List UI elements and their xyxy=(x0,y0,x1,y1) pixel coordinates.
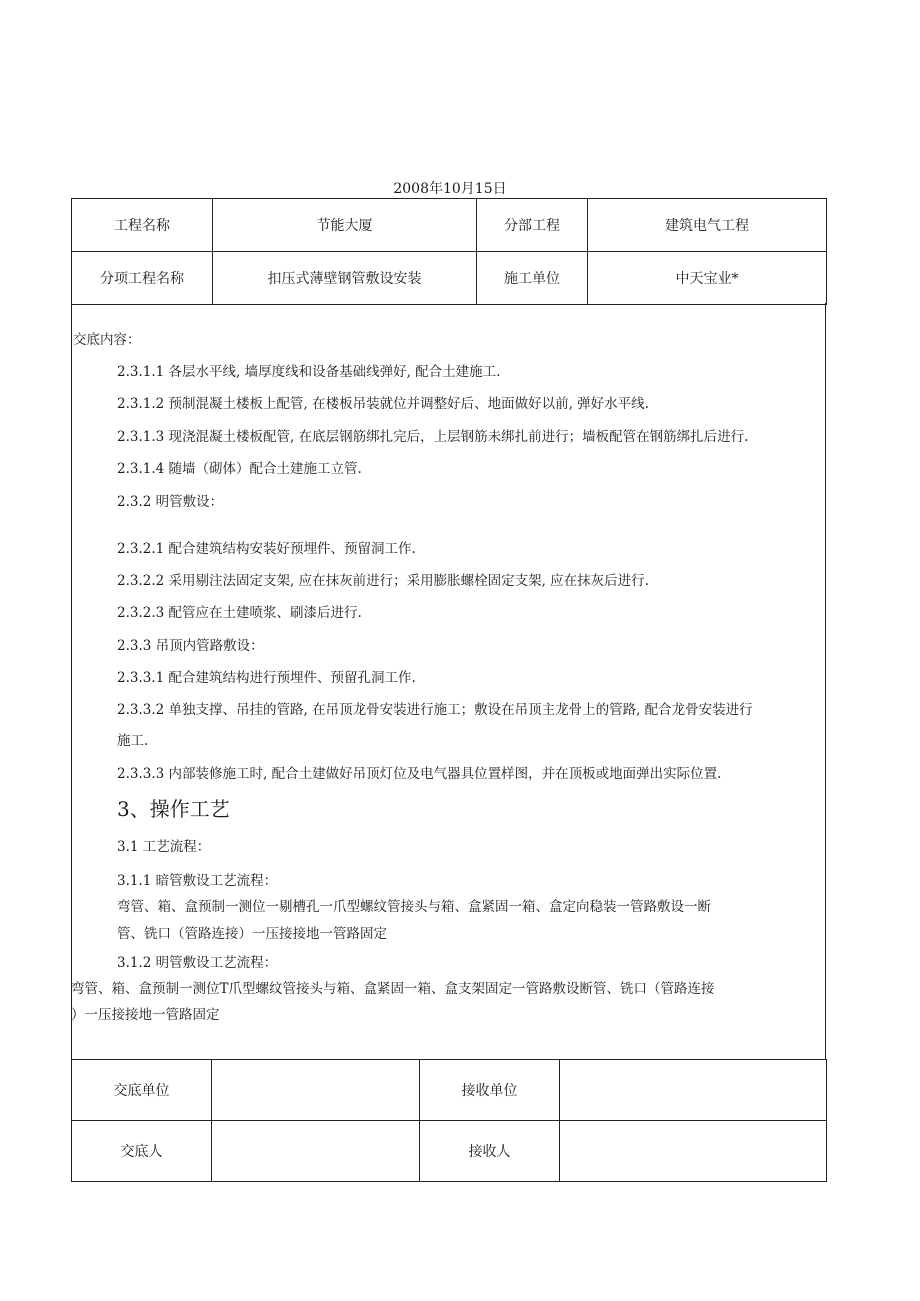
content-line: 2.3.2.2 采用剔注法固定支架, 应在抹灰前进行；采用膨胀螺栓固定支架, 应在抹灰后进行. xyxy=(117,573,649,589)
header-table xyxy=(71,198,827,305)
content-line: 2.3.3.1 配合建筑结构进行预埋件、预留孔洞工作. xyxy=(117,670,416,686)
content-line: 2.3.3.3 内部装修施工时, 配合土建做好吊顶灯位及电气器具位置样图，并在顶板或地面弹出实际位置. xyxy=(117,766,722,782)
receiver-value xyxy=(560,1121,827,1182)
content-line: 管、铣口（管路连接）一压接接地一管路固定 xyxy=(117,926,387,942)
content-line: 2.3.3.2 单独支撑、吊挂的管路, 在吊顶龙骨安装进行施工；敷设在吊顶主龙骨上的管路, 配合龙骨安装进行 xyxy=(117,702,753,718)
division-value: 建筑电气工程 xyxy=(588,199,827,252)
disclosure-content-box xyxy=(71,303,826,1060)
discloser-label: 交底人 xyxy=(72,1121,212,1182)
content-line: 2.3.2.3 配管应在土建喷浆、刷漆后进行. xyxy=(117,605,362,621)
subitem-label: 分项工程名称 xyxy=(72,252,213,305)
content-line: 2.3.1.2 预制混凝土楼板上配管, 在楼板吊装就位并调整好后、地面做好以前, 弹好水平线. xyxy=(117,396,649,412)
signature-row xyxy=(72,1121,827,1182)
content-title: 交底内容： xyxy=(73,332,141,348)
content-line: 施工. xyxy=(117,733,149,749)
content-line: ）一压接接地一管路固定 xyxy=(71,1007,220,1023)
content-line: 2.3.1.4 随墙（砌体）配合土建施工立管. xyxy=(117,461,362,477)
content-line: 2.3.2.1 配合建筑结构安装好预埋件、预留洞工作. xyxy=(117,541,416,557)
content-line: 3.1.1 暗管敷设工艺流程： xyxy=(117,873,278,889)
contractor-value: 中天宝业* xyxy=(588,252,827,305)
disclosing-unit-label: 交底单位 xyxy=(72,1060,212,1121)
signature-table xyxy=(71,1059,827,1182)
division-label: 分部工程 xyxy=(477,199,588,252)
subitem-value: 扣压式薄壁钢管敷设安装 xyxy=(213,252,477,305)
section-heading: 3、操作工艺 xyxy=(117,797,230,821)
signature-row xyxy=(72,1060,827,1121)
header-row xyxy=(72,252,827,305)
content-line: 弯管、箱、盒预制一测位一剔槽孔一爪型螺纹管接头与箱、盒紧固一箱、盒定向稳装一管路敷设一断 xyxy=(117,899,711,915)
content-line: 2.3.1.1 各层水平线, 墙厚度线和设备基础线弹好, 配合土建施工. xyxy=(117,364,501,380)
project-name-value: 节能大厦 xyxy=(213,199,477,252)
content-line: 2.3.2 明管敷设： xyxy=(117,494,224,510)
content-line: 3.1 工艺流程： xyxy=(117,839,211,855)
project-name-label: 工程名称 xyxy=(72,199,213,252)
contractor-label: 施工单位 xyxy=(477,252,588,305)
receiver-label: 接收人 xyxy=(420,1121,560,1182)
header-row xyxy=(72,199,827,252)
discloser-value xyxy=(212,1121,420,1182)
disclosing-unit-value xyxy=(212,1060,420,1121)
content-line: 弯管、箱、盒预制一测位T爪型螺纹管接头与箱、盒紧固一箱、盒支架固定一管路敷设断管、铣口（管路连接 xyxy=(71,981,715,997)
receiving-unit-value xyxy=(560,1060,827,1121)
receiving-unit-label: 接收单位 xyxy=(420,1060,560,1121)
content-line: 2.3.3 吊顶内管路敷设： xyxy=(117,638,264,654)
content-line: 3.1.2 明管敷设工艺流程： xyxy=(117,955,278,971)
document-date: 2008年10月15日 xyxy=(393,181,507,197)
content-line: 2.3.1.3 现浇混凝土楼板配管, 在底层钢筋绑扎完后，上层钢筋未绑扎前进行；墙板配管在钢筋绑扎后进行. xyxy=(117,429,749,445)
